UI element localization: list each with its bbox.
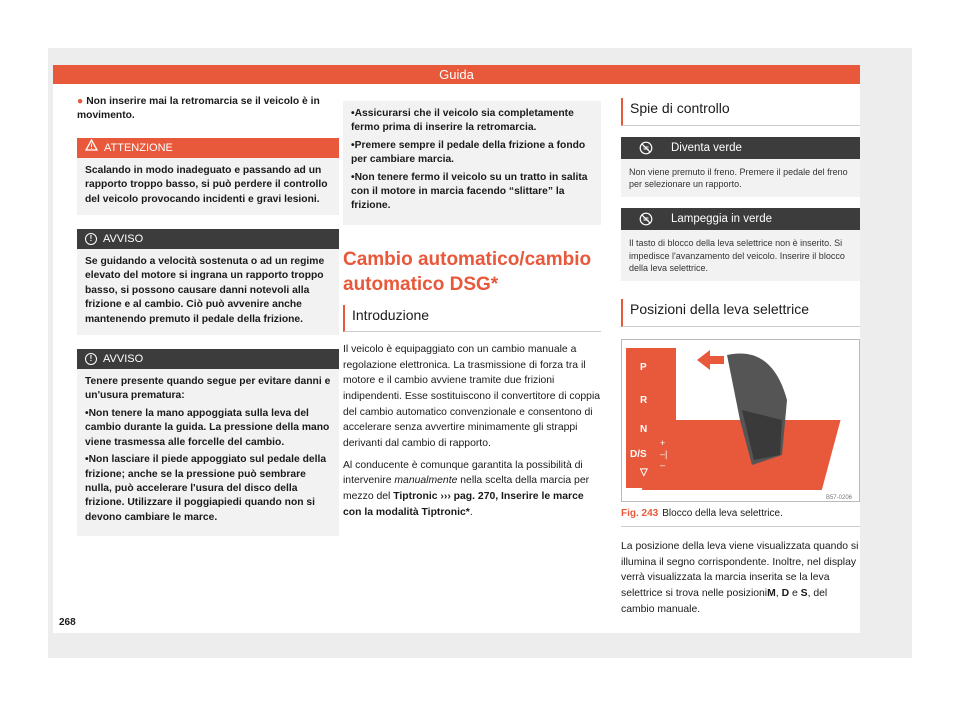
avviso-text-2 <box>77 369 339 536</box>
info-circle-icon: ! <box>85 353 97 365</box>
gear-label-r: R <box>640 395 648 407</box>
lamp-label: Diventa verde <box>671 142 742 154</box>
avviso-text-1: Se guidando a velocità sostenuta o ad un regime elevato del motore si ingrana un rapporto troppo basso, si possono causare danni notevoli alla frizione e al cambio. Ciò può avvenire anche mantenendo premuto il pedale della frizione. <box>85 256 325 325</box>
avviso-title-1: AVVISO <box>103 233 144 246</box>
manual-page <box>53 65 860 633</box>
tiptronic-page-link[interactable]: ››› pag. 270, Inserire le marce con la modalità Tiptronic* <box>343 491 584 518</box>
gear-label-n: N <box>640 424 648 436</box>
column-right <box>621 98 860 618</box>
gear-lever-illustration <box>622 340 860 502</box>
avviso-bullet: •Non tenere la mano appoggiata sulla leva del cambio durante la guida. La pressione della mano viene trasmessa alle forcelle del cambio. <box>85 407 330 448</box>
intro-paragraph-1: Il veicolo è equipaggiato con un cambio manuale a regolazione elettronica. La trasmissione di forza tra il motore e il cambio avviene tramite due frizioni indipendenti. Esse sostituiscono il convertitore di coppia del cambio automatico convenzionale e consentono di accelerare senza avvertire minimamente gli strappi derivanti dal cambio di rapporto. <box>343 343 601 450</box>
arrow-icon <box>697 350 724 370</box>
subsection-title: Introduzione <box>343 305 601 332</box>
positions-title: Posizioni della leva selettrice <box>621 299 860 327</box>
avviso-box-2 <box>77 349 339 536</box>
attenzione-header <box>77 138 339 158</box>
note-continuation-text <box>343 101 601 225</box>
gear-label-down: ▽ <box>640 467 648 479</box>
section-title: Cambio automatico/cambio automatico DSG* <box>343 248 592 295</box>
bullet-dot: ● <box>77 96 84 107</box>
warning-triangle-icon <box>85 138 98 158</box>
tiptronic-minus: – <box>660 460 666 471</box>
avviso-intro: Tenere presente quando segue per evitare danni e un'usura prematura: <box>85 376 331 402</box>
column-left <box>77 95 339 536</box>
lamp-header-green <box>621 137 860 159</box>
brake-warning-icon <box>621 141 671 155</box>
note-continuation-box <box>343 101 601 225</box>
note-bullet: •Non tenere fermo il veicolo su un tratto in salita con il motore in marcia facendo “slittare” la frizione. <box>351 171 588 212</box>
gear-lever-figure <box>621 339 860 502</box>
note-bullet: •Assicurarsi che il veicolo sia completamente fermo prima di inserire la retromarcia. <box>351 108 574 134</box>
avviso-header-1 <box>77 229 339 249</box>
attenzione-box <box>77 138 339 215</box>
tiptronic-plus: + <box>660 438 666 449</box>
lamp-label: Lampeggia in verde <box>671 213 773 226</box>
figure-caption: Fig. 243 Blocco della leva selettrice. <box>621 507 860 527</box>
attenzione-title: ATTENZIONE <box>104 141 173 154</box>
page-number: 268 <box>59 617 76 628</box>
column-middle <box>343 95 601 521</box>
spie-title: Spie di controllo <box>621 98 860 126</box>
info-circle-icon: ! <box>85 233 97 245</box>
note-bullet: •Premere sempre il pedale della frizione a fondo per cambiare marcia. <box>351 139 586 166</box>
gear-label-p: P <box>640 362 647 374</box>
lamp-box-blink <box>621 208 860 281</box>
gear-label-ds: D/S <box>630 449 647 461</box>
avviso-bullet: •Non lasciare il piede appoggiato sul pedale della frizione; anche se la pressione può sembrare nulla, può accelerare l'usura del disco della frizione. Utilizzare il poggiapiedi quando non si devono cambiare le marce. <box>85 454 327 523</box>
shift-plate <box>642 420 841 490</box>
avviso-header-2 <box>77 349 339 369</box>
intro-paragraph-2: Al conducente è comunque garantita la possibilità di intervenire manualmente nella scelta della marcia per mezzo del Tiptronic ››› pag. 270, Inserire le marce con la modalità Tiptronic*. <box>343 459 590 518</box>
lamp-header-blink <box>621 208 860 230</box>
page-header: Guida <box>53 65 860 84</box>
lamp-text: Non viene premuto il freno. Premere il pedale del freno per selezionare un rapporto. <box>629 167 848 190</box>
avviso-box-1 <box>77 229 339 335</box>
lamp-text: Il tasto di blocco della leva selettrice non è inserito. Si impedisce l'avanzamento del veicolo. Inserire il blocco della leva selettrice. <box>629 238 845 273</box>
tiptronic-mid: –| <box>660 449 668 460</box>
figure-code: B57-0206 <box>825 495 852 502</box>
lamp-box-green <box>621 137 860 197</box>
positions-paragraph: La posizione della leva viene visualizzata quando si illumina il segno corrispondente. Inoltre, nel display verrà visualizzata la marcia inserita se la leva selettrice si trova nelle posizioniM, D e S, del cambio manuale. <box>621 541 859 615</box>
attenzione-text: Scalando in modo inadeguato e passando ad un rapporto troppo basso, si può perdere il controllo del veicolo provocando incidenti e gravi lesioni. <box>85 164 328 205</box>
avviso-title-2: AVVISO <box>103 353 144 366</box>
bullet-reverse-warning: ● Non inserire mai la retromarcia se il veicolo è in movimento. <box>77 96 320 122</box>
brake-warning-icon <box>621 212 671 226</box>
